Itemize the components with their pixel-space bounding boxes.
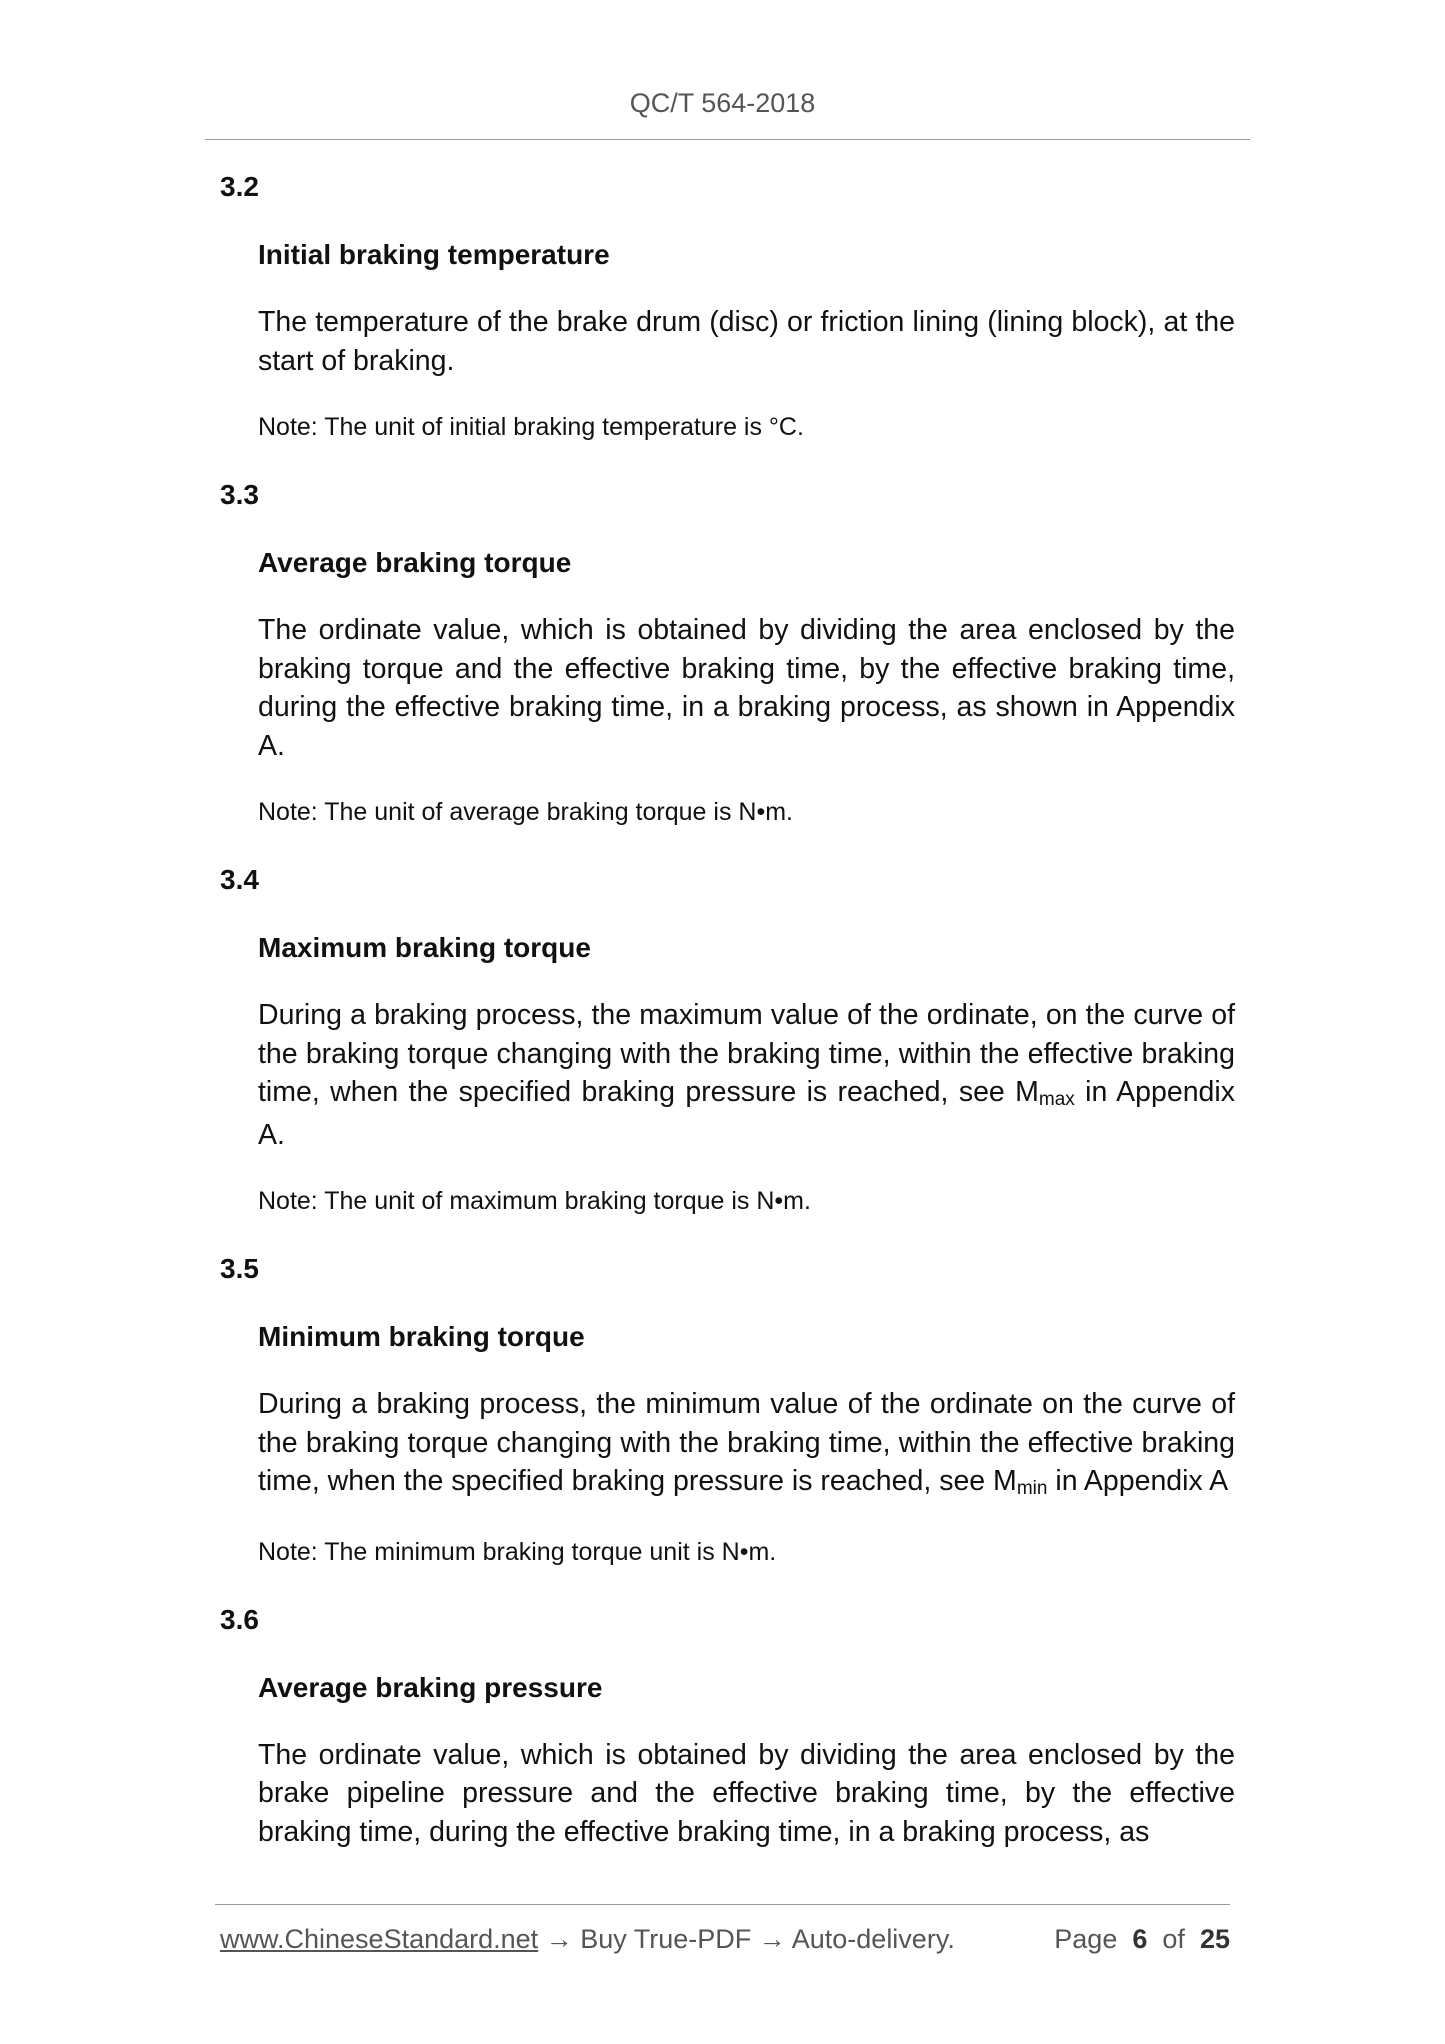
footer-tagline: → Buy True-PDF → Auto-delivery. bbox=[538, 1924, 955, 1954]
term-note: Note: The minimum braking torque unit is N•m. bbox=[258, 1537, 777, 1566]
section-number: 3.3 bbox=[220, 479, 259, 510]
term-heading: Average braking torque bbox=[258, 547, 572, 578]
term-definition bbox=[258, 996, 1235, 1154]
definition-text-end: in Appendix A bbox=[1047, 1465, 1229, 1497]
document-body bbox=[220, 168, 1235, 1880]
section-number: 3.5 bbox=[220, 1253, 259, 1284]
website-link[interactable]: www.ChineseStandard.net bbox=[220, 1924, 539, 1954]
section-3-2 bbox=[220, 168, 1235, 445]
subscript-max: max bbox=[1038, 1089, 1075, 1110]
total-page-count: 25 bbox=[1199, 1924, 1230, 1954]
term-note: Note: The unit of average braking torque is N•m. bbox=[258, 798, 793, 826]
term-heading: Average braking pressure bbox=[258, 1671, 603, 1703]
document-code-header: QC/T 564-2018 bbox=[629, 88, 816, 118]
section-number: 3.2 bbox=[220, 171, 259, 202]
term-heading: Minimum braking torque bbox=[258, 1321, 585, 1352]
page-of-label: of bbox=[1162, 1924, 1185, 1954]
header-divider bbox=[205, 139, 1250, 140]
definition-text-end: in Appendix A. bbox=[258, 1076, 1235, 1151]
section-number: 3.6 bbox=[220, 1603, 259, 1635]
section-3-4 bbox=[220, 861, 1235, 1219]
term-definition: The ordinate value, which is obtained by dividing the area enclosed by the braking torque and the effective braking time, by the effective braking time, during the effective braking time, in a braking process, as shown in Appendix A. bbox=[258, 614, 1235, 762]
page-label: Page bbox=[1054, 1924, 1118, 1954]
footer-promo bbox=[220, 1924, 955, 1955]
section-3-3 bbox=[220, 476, 1235, 830]
definition-text: During a braking process, the maximum value of the ordinate, on the curve of the braking torque changing with the braking time, within the effective braking time, when the specified braking pressure is reached, see M bbox=[258, 999, 1235, 1108]
subscript-min: min bbox=[1016, 1478, 1048, 1499]
term-note: Note: The unit of initial braking temperature is °C. bbox=[258, 413, 804, 441]
section-3-6 bbox=[220, 1601, 1235, 1852]
term-definition: The temperature of the brake drum (disc) or friction lining (lining block), at the start of braking. bbox=[258, 306, 1235, 377]
page-indicator bbox=[1054, 1924, 1230, 1955]
footer-divider bbox=[215, 1904, 1230, 1905]
term-note: Note: The unit of maximum braking torque is N•m. bbox=[258, 1187, 811, 1215]
term-definition bbox=[258, 1385, 1235, 1505]
section-3-5 bbox=[220, 1250, 1235, 1570]
definition-text: During a braking process, the minimum value of the ordinate on the curve of the braking torque changing with the braking time, within the effective braking time, when the specified braking pressure is reached, see M bbox=[258, 1388, 1235, 1497]
term-definition: The ordinate value, which is obtained by dividing the area enclosed by the brake pipeline pressure and the effective braking time, by the effective braking time, during the effective braking time, in a braking process, as bbox=[258, 1738, 1235, 1848]
current-page-number: 6 bbox=[1132, 1924, 1148, 1954]
term-heading: Maximum braking torque bbox=[258, 932, 591, 963]
term-heading: Initial braking temperature bbox=[258, 239, 610, 270]
section-number: 3.4 bbox=[220, 864, 259, 895]
